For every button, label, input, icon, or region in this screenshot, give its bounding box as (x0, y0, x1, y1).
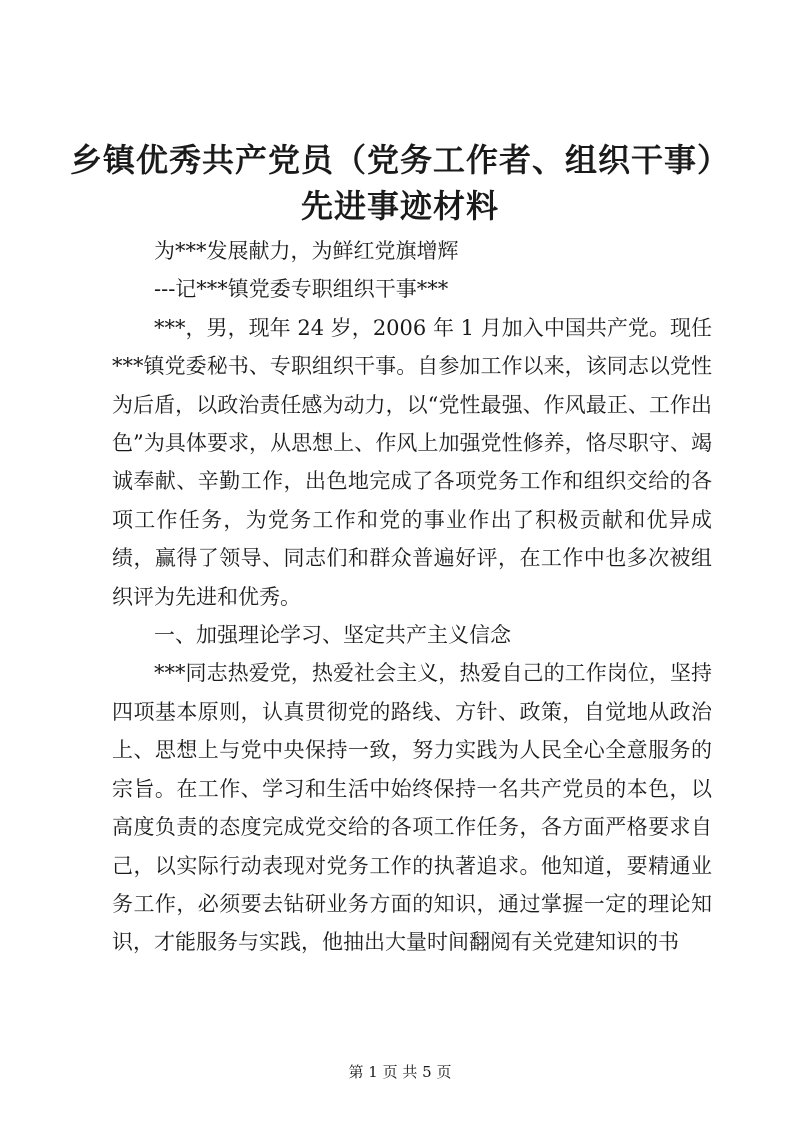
document-title-line2: 先进事迹材料 (300, 187, 499, 225)
paragraph-section1: ***同志热爱党，热爱社会主义，热爱自己的工作岗位，坚持四项基本原则，认真贯彻党的路线、方针、政策，自觉地从政治上、思想上与党中央保持一致，努力实践为人民全心全意服务的宗旨。在工作、学习和生活中始终保持一名共产党员的本色，以高度负责的态度完成党交给的各项工作任务，各方面严格要求自己，以实际行动表现对党务工作的执著追求。他知道，要精通业务工作，必须要去钻研业务方面的知识，通过掌握一定的理论知识，才能服务与实践，他抽出大量时间翻阅有关党建知识的书 (112, 661, 712, 955)
section-heading-1: 一、加强理论学习、坚定共产主义信念 (154, 623, 511, 648)
document-byline: ---记***镇党委专职组织干事*** (154, 277, 449, 302)
paragraph-intro: ***，男，现年 24 岁，2006 年 1 月加入中国共产党。现任***镇党委秘书、专职组织干事。自参加工作以来，该同志以党性为后盾，以政治责任感为动力，以“党性最强、作风最正、工作出色”为具体要求，从思想上、作风上加强党性修养，恪尽职守、竭诚奉献、辛勤工作，出色地完成了各项党务工作和组织交给的各项工作任务，为党务工作和党的事业作出了积极贡献和优异成绩，赢得了领导、同志们和群众普遍好评，在工作中也多次被组织评为先进和优秀。 (112, 315, 712, 609)
document-body (112, 232, 712, 962)
document-title-line1: 乡镇优秀共产党员（党务工作者、组织干事） (69, 141, 730, 179)
document-subtitle: 为***发展献力，为鲜红党旗增辉 (154, 239, 459, 263)
page-footer: 第 1 页 共 5 页 (348, 1063, 452, 1081)
